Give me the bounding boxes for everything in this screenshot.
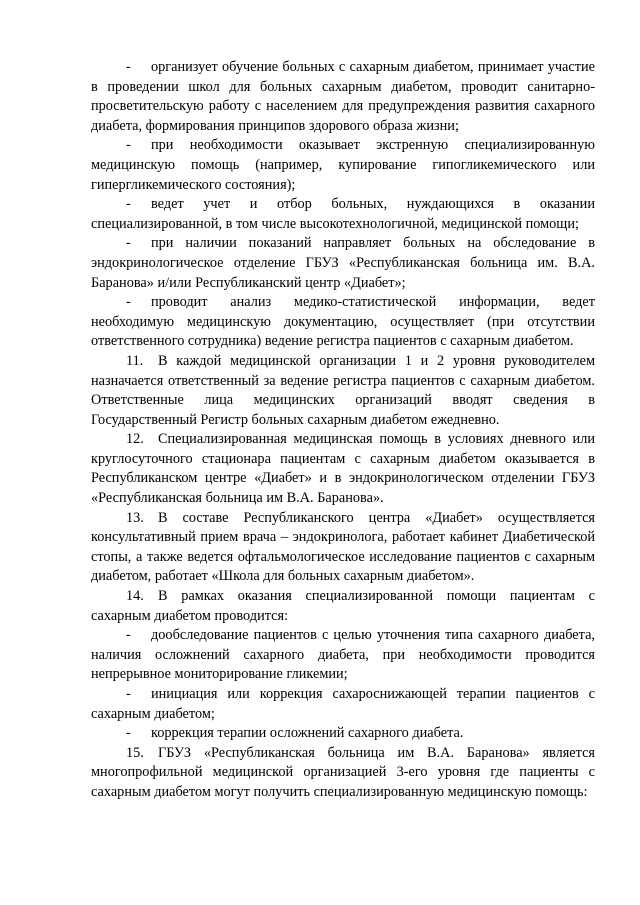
list-item [91, 293, 595, 352]
paragraph-text: при наличии показаний направляет больных на обследование в эндокринологическое отделение ГБУЗ «Республиканская больница им. В.А. Баранова» и/или Республиканский центр «Диабет»; [91, 235, 595, 291]
paragraph-number: 14. [126, 588, 144, 605]
dash-marker: - [126, 196, 131, 213]
paragraph-text: проводит анализ медико-статистической информации, ведет необходимую медицинскую документацию, осуществляет (при отсутствии ответственного сотрудника) ведение регистра пациентов с сахарным диабетом. [91, 294, 595, 350]
numbered-paragraph-11 [91, 352, 595, 430]
dash-marker: - [126, 686, 131, 702]
dash-marker: - [126, 59, 131, 75]
paragraph-text: В каждой медицинской организации 1 и 2 уровня руководителем назначается ответственный за ведение регистра пациентов с сахарным диабетом. Ответственные лица медицинских организаций вводят сведения в Государственный Регистр больных сахарным диабетом ежедневно. [91, 352, 595, 428]
paragraph-text: при необходимости оказывает экстренную специализированную медицинскую помощь (например, купирование гипогликемического или гипергликемического состояния); [91, 137, 595, 193]
paragraph-text: коррекция терапии осложнений сахарного диабета. [151, 725, 464, 742]
paragraph-text: Специализированная медицинская помощь в условиях дневного или круглосуточного стационара пациентам с сахарным диабетом оказывается в Республиканском центре «Диабет» и в эндокринологическом отделении ГБУЗ «Республиканская больница им В.А. Баранова». [91, 431, 595, 507]
dash-marker: - [126, 725, 131, 742]
list-item [91, 626, 595, 685]
paragraph-number: 11. [126, 352, 144, 369]
list-item [91, 58, 595, 136]
dash-marker: - [126, 294, 131, 311]
dash-marker: - [126, 235, 131, 252]
paragraph-text: ведет учет и отбор больных, нуждающихся в оказании специализированной, в том числе высокотехнологичной, медицинской помощи; [91, 196, 595, 232]
list-item [91, 195, 595, 234]
dash-marker: - [126, 137, 131, 154]
paragraph-text: ГБУЗ «Республиканская больница им В.А. Баранова» является многопрофильной медицинской организацией 3-его уровня где пациенты с сахарным диабетом могут получить специализированную медицинскую помощь: [91, 744, 595, 800]
document-page [91, 58, 595, 803]
paragraph-text: организует обучение больных с сахарным диабетом, принимает участие в проведении школ для больных сахарным диабетом, проводит санитарно-просветительскую работу с населением для предупреждения развития сахарного диабета, формирования принципов здорового образа жизни; [91, 59, 595, 134]
paragraph-number: 12. [126, 431, 144, 448]
paragraph-text: дообследование пациентов с целью уточнения типа сахарного диабета, наличия осложнений сахарного диабета, при необходимости проводится непрерывное мониторирование гликемии; [91, 627, 595, 683]
paragraph-text: В составе Республиканского центра «Диабет» осуществляется консультативный прием врача – эндокринолога, работает кабинет Диабетической стопы, а также ведется офтальмологическое исследование пациентов с сахарным диабетом, работает «Школа для больных сахарным диабетом». [91, 509, 595, 585]
list-item [91, 685, 595, 724]
numbered-paragraph-14 [91, 587, 595, 626]
list-item [91, 234, 595, 293]
paragraph-number: 15. [126, 744, 144, 761]
dash-marker: - [126, 627, 131, 644]
numbered-paragraph-13 [91, 509, 595, 587]
paragraph-text: инициация или коррекция сахароснижающей терапии пациентов с сахарным диабетом; [91, 686, 595, 722]
numbered-paragraph-12 [91, 430, 595, 508]
numbered-paragraph-15 [91, 744, 595, 803]
list-item [91, 136, 595, 195]
paragraph-number: 13. [126, 509, 144, 526]
paragraph-text: В рамках оказания специализированной помощи пациентам с сахарным диабетом проводится: [91, 588, 595, 624]
list-item [91, 724, 595, 744]
